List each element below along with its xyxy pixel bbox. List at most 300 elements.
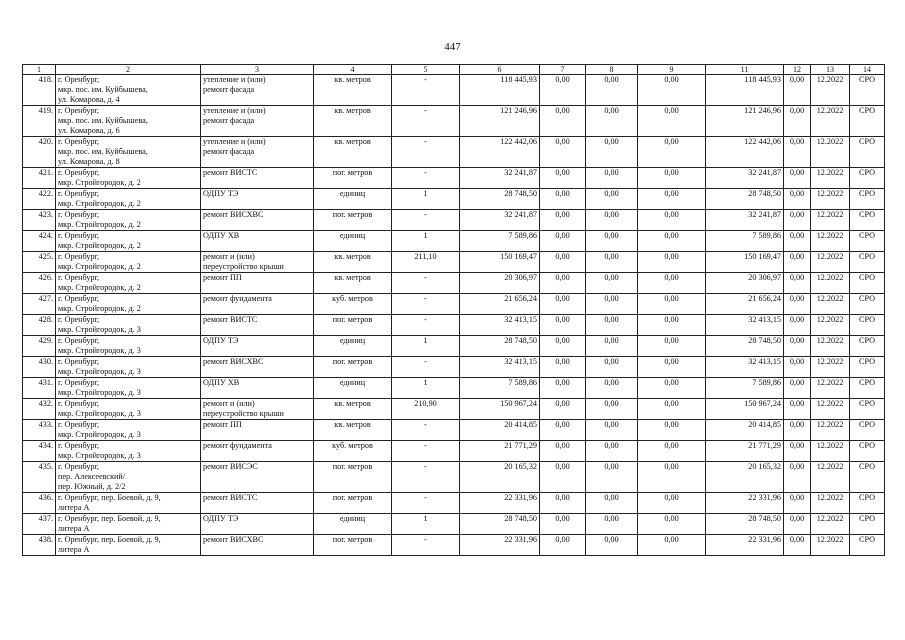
fund-federal-cell: 0,00 [540,336,586,357]
address-cell-line: мкр. Стройгородок, д. 3 [58,451,141,460]
address-cell [56,106,201,137]
work-type-cell [201,535,314,556]
work-type-cell-line: ремонт ВИСТС [203,168,258,177]
quantity-cell: 1 [392,378,460,399]
method-cell: СРО [850,357,885,378]
address-cell-line: мкр. Стройгородок, д. 3 [58,346,141,355]
table-row [23,315,885,336]
fund-owners-cell: 28 748,50 [706,514,784,535]
method-cell: СРО [850,420,885,441]
register-table [22,64,885,556]
row-number: 422. [23,189,56,210]
fund-local-cell: 0,00 [638,357,706,378]
fund-owners-cell: 121 246,96 [706,106,784,137]
fund-local-cell: 0,00 [638,294,706,315]
table-row [23,210,885,231]
table-row [23,378,885,399]
fund-regional-cell: 0,00 [586,231,638,252]
total-cost-cell: 28 748,50 [460,514,540,535]
fund-regional-cell: 0,00 [586,378,638,399]
row-number: 427. [23,294,56,315]
deadline-cell: 12.2022 [811,378,850,399]
table-body [23,75,885,556]
total-cost-cell: 32 413,15 [460,357,540,378]
row-number: 430. [23,357,56,378]
address-cell-line: г. Оренбург, [58,399,100,408]
unit-cell: единиц [314,514,392,535]
work-type-cell-line: ремонт фундамента [203,294,272,303]
work-type-cell [201,315,314,336]
address-cell-line: г. Оренбург, [58,168,100,177]
fund-owners-cell: 21 771,29 [706,441,784,462]
method-cell: СРО [850,106,885,137]
total-cost-cell: 7 589,86 [460,231,540,252]
method-cell: СРО [850,462,885,493]
fund-owners-cell: 20 414,85 [706,420,784,441]
address-cell-line: мкр. пос. им. Куйбышева, [58,85,148,94]
deadline-cell: 12.2022 [811,231,850,252]
deadline-cell: 12.2022 [811,273,850,294]
method-cell: СРО [850,75,885,106]
method-cell: СРО [850,315,885,336]
address-cell-line: ул. Комарова, д. 8 [58,157,120,166]
address-cell-line: мкр. Стройгородок, д. 3 [58,325,141,334]
quantity-cell: - [392,75,460,106]
quantity-cell: - [392,106,460,137]
address-cell-line: мкр. Стройгородок, д. 2 [58,241,141,250]
fund-federal-cell: 0,00 [540,231,586,252]
unit-cell: пог. метров [314,493,392,514]
fund-local-cell: 0,00 [638,137,706,168]
row-number: 436. [23,493,56,514]
fund-federal-cell: 0,00 [540,462,586,493]
work-type-cell [201,137,314,168]
column-header: 2 [56,65,201,75]
column-header: 13 [811,65,850,75]
row-number: 433. [23,420,56,441]
fund-owners-cell: 20 306,97 [706,273,784,294]
address-cell-line: литера А [58,524,90,533]
unit-cell: единиц [314,336,392,357]
fund-other-cell: 0,00 [784,493,811,514]
deadline-cell: 12.2022 [811,315,850,336]
fund-other-cell: 0,00 [784,535,811,556]
address-cell-line: г. Оренбург, пер. Боевой, д. 9, [58,493,161,502]
fund-local-cell: 0,00 [638,462,706,493]
row-number: 432. [23,399,56,420]
method-cell: СРО [850,399,885,420]
address-cell-line: г. Оренбург, [58,441,100,450]
fund-other-cell: 0,00 [784,514,811,535]
table-row [23,514,885,535]
fund-local-cell: 0,00 [638,315,706,336]
address-cell-line: мкр. Стройгородок, д. 2 [58,304,141,313]
fund-local-cell: 0,00 [638,75,706,106]
quantity-cell: - [392,273,460,294]
fund-local-cell: 0,00 [638,378,706,399]
total-cost-cell: 28 748,50 [460,336,540,357]
address-cell-line: г. Оренбург, [58,137,100,146]
fund-owners-cell: 118 445,93 [706,75,784,106]
address-cell-line: литера А [58,503,90,512]
row-number: 418. [23,75,56,106]
work-type-cell [201,420,314,441]
unit-cell: пог. метров [314,315,392,336]
unit-cell: пог. метров [314,535,392,556]
unit-cell: кв. метров [314,273,392,294]
fund-regional-cell: 0,00 [586,75,638,106]
method-cell: СРО [850,252,885,273]
address-cell-line: г. Оренбург, [58,252,100,261]
deadline-cell: 12.2022 [811,75,850,106]
address-cell-line: мкр. Стройгородок, д. 3 [58,388,141,397]
address-cell-line: г. Оренбург, [58,75,100,84]
row-number: 421. [23,168,56,189]
quantity-cell: 211,10 [392,252,460,273]
fund-regional-cell: 0,00 [586,462,638,493]
quantity-cell: - [392,168,460,189]
work-type-cell [201,462,314,493]
total-cost-cell: 28 748,50 [460,189,540,210]
total-cost-cell: 20 306,97 [460,273,540,294]
fund-federal-cell: 0,00 [540,315,586,336]
fund-other-cell: 0,00 [784,75,811,106]
address-cell-line: литера А [58,545,90,554]
unit-cell: кв. метров [314,75,392,106]
total-cost-cell: 150 169,47 [460,252,540,273]
address-cell [56,273,201,294]
work-type-cell-line: ремонт фасада [203,147,255,156]
fund-regional-cell: 0,00 [586,336,638,357]
address-cell-line: мкр. Стройгородок, д. 2 [58,220,141,229]
fund-regional-cell: 0,00 [586,210,638,231]
total-cost-cell: 32 241,87 [460,168,540,189]
unit-cell: пог. метров [314,168,392,189]
deadline-cell: 12.2022 [811,252,850,273]
method-cell: СРО [850,210,885,231]
work-type-cell [201,189,314,210]
column-header: 8 [586,65,638,75]
fund-federal-cell: 0,00 [540,420,586,441]
total-cost-cell: 21 656,24 [460,294,540,315]
fund-owners-cell: 32 241,87 [706,168,784,189]
work-type-cell [201,357,314,378]
work-type-cell-line: ремонт ВИСТС [203,315,258,324]
row-number: 435. [23,462,56,493]
address-cell-line: г. Оренбург, [58,378,100,387]
address-cell-line: пер. Южный, д. 2/2 [58,482,126,491]
address-cell [56,514,201,535]
fund-other-cell: 0,00 [784,168,811,189]
total-cost-cell: 7 589,86 [460,378,540,399]
fund-federal-cell: 0,00 [540,252,586,273]
row-number: 419. [23,106,56,137]
fund-local-cell: 0,00 [638,420,706,441]
fund-other-cell: 0,00 [784,273,811,294]
fund-local-cell: 0,00 [638,273,706,294]
address-cell-line: мкр. пос. им. Куйбышева, [58,116,148,125]
work-type-cell-line: ОДПУ ХВ [203,231,240,240]
address-cell-line: г. Оренбург, [58,106,100,115]
quantity-cell: - [392,420,460,441]
quantity-cell: 1 [392,189,460,210]
row-number: 434. [23,441,56,462]
method-cell: СРО [850,189,885,210]
fund-other-cell: 0,00 [784,231,811,252]
address-cell [56,294,201,315]
fund-other-cell: 0,00 [784,189,811,210]
work-type-cell-line: ремонт ВИСХВС [203,535,264,544]
fund-local-cell: 0,00 [638,441,706,462]
unit-cell: единиц [314,378,392,399]
fund-local-cell: 0,00 [638,210,706,231]
method-cell: СРО [850,336,885,357]
fund-regional-cell: 0,00 [586,315,638,336]
fund-local-cell: 0,00 [638,399,706,420]
quantity-cell: 210,90 [392,399,460,420]
address-cell-line: ул. Комарова, д. 4 [58,95,120,104]
address-cell-line: г. Оренбург, [58,336,100,345]
fund-federal-cell: 0,00 [540,168,586,189]
address-cell-line: мкр. Стройгородок, д. 3 [58,430,141,439]
fund-other-cell: 0,00 [784,441,811,462]
work-type-cell-line: переустройство крыши [203,262,284,271]
fund-local-cell: 0,00 [638,252,706,273]
address-cell [56,315,201,336]
address-cell-line: ул. Комарова, д. 6 [58,126,120,135]
table-row [23,399,885,420]
work-type-cell-line: ОДПУ ТЭ [203,336,239,345]
unit-cell: пог. метров [314,210,392,231]
quantity-cell: - [392,210,460,231]
work-type-cell-line: ремонт ВИСХВС [203,210,264,219]
deadline-cell: 12.2022 [811,462,850,493]
fund-owners-cell: 32 413,15 [706,315,784,336]
fund-other-cell: 0,00 [784,420,811,441]
fund-federal-cell: 0,00 [540,189,586,210]
table-row [23,75,885,106]
table-row [23,189,885,210]
work-type-cell [201,210,314,231]
work-type-cell-line: утепление и (или) [203,137,266,146]
work-type-cell-line: ремонт и (или) [203,399,255,408]
work-type-cell-line: ОДПУ ТЭ [203,514,239,523]
fund-local-cell: 0,00 [638,168,706,189]
fund-owners-cell: 20 165,32 [706,462,784,493]
address-cell-line: мкр. Стройгородок, д. 3 [58,409,141,418]
total-cost-cell: 22 331,96 [460,493,540,514]
deadline-cell: 12.2022 [811,535,850,556]
work-type-cell [201,336,314,357]
work-type-cell-line: ремонт ВИСЭС [203,462,258,471]
unit-cell: пог. метров [314,462,392,493]
fund-federal-cell: 0,00 [540,294,586,315]
fund-regional-cell: 0,00 [586,294,638,315]
address-cell-line: г. Оренбург, [58,462,100,471]
work-type-cell [201,399,314,420]
fund-owners-cell: 28 748,50 [706,189,784,210]
fund-other-cell: 0,00 [784,137,811,168]
fund-local-cell: 0,00 [638,336,706,357]
table-row [23,231,885,252]
row-number: 437. [23,514,56,535]
address-cell [56,336,201,357]
row-number: 426. [23,273,56,294]
table-row [23,357,885,378]
method-cell: СРО [850,493,885,514]
column-header: 12 [784,65,811,75]
fund-federal-cell: 0,00 [540,75,586,106]
method-cell: СРО [850,535,885,556]
fund-owners-cell: 150 967,24 [706,399,784,420]
method-cell: СРО [850,378,885,399]
table-row [23,441,885,462]
deadline-cell: 12.2022 [811,357,850,378]
fund-owners-cell: 7 589,86 [706,378,784,399]
deadline-cell: 12.2022 [811,294,850,315]
address-cell [56,399,201,420]
column-header: 6 [460,65,540,75]
quantity-cell: - [392,493,460,514]
address-cell-line: пер. Алексеевский/ [58,472,126,481]
address-cell [56,137,201,168]
row-number: 431. [23,378,56,399]
unit-cell: единиц [314,189,392,210]
fund-federal-cell: 0,00 [540,273,586,294]
work-type-cell-line: ремонт ПП [203,273,242,282]
fund-regional-cell: 0,00 [586,189,638,210]
total-cost-cell: 20 165,32 [460,462,540,493]
fund-regional-cell: 0,00 [586,399,638,420]
fund-other-cell: 0,00 [784,378,811,399]
address-cell [56,168,201,189]
deadline-cell: 12.2022 [811,189,850,210]
fund-other-cell: 0,00 [784,210,811,231]
method-cell: СРО [850,441,885,462]
work-type-cell [201,441,314,462]
column-header: 3 [201,65,314,75]
fund-regional-cell: 0,00 [586,514,638,535]
address-cell-line: мкр. Стройгородок, д. 2 [58,262,141,271]
table-row [23,535,885,556]
table-row [23,493,885,514]
deadline-cell: 12.2022 [811,210,850,231]
work-type-cell-line: ремонт фундамента [203,441,272,450]
work-type-cell [201,273,314,294]
fund-federal-cell: 0,00 [540,493,586,514]
address-cell [56,462,201,493]
address-cell-line: г. Оренбург, пер. Боевой, д. 9, [58,514,161,523]
work-type-cell [201,493,314,514]
fund-regional-cell: 0,00 [586,106,638,137]
work-type-cell [201,514,314,535]
deadline-cell: 12.2022 [811,137,850,168]
total-cost-cell: 122 442,06 [460,137,540,168]
row-number: 424. [23,231,56,252]
unit-cell: куб. метров [314,294,392,315]
work-type-cell-line: ремонт фасада [203,116,255,125]
address-cell [56,231,201,252]
table-row [23,252,885,273]
work-type-cell-line: ремонт ПП [203,420,242,429]
address-cell-line: г. Оренбург, [58,294,100,303]
address-cell-line: г. Оренбург, [58,210,100,219]
address-cell [56,75,201,106]
quantity-cell: 1 [392,231,460,252]
fund-regional-cell: 0,00 [586,273,638,294]
fund-other-cell: 0,00 [784,357,811,378]
work-type-cell [201,252,314,273]
unit-cell: кв. метров [314,137,392,168]
fund-other-cell: 0,00 [784,106,811,137]
table-row [23,137,885,168]
address-cell [56,210,201,231]
fund-regional-cell: 0,00 [586,137,638,168]
fund-regional-cell: 0,00 [586,357,638,378]
fund-regional-cell: 0,00 [586,441,638,462]
work-type-cell-line: ОДПУ ХВ [203,378,240,387]
total-cost-cell: 20 414,85 [460,420,540,441]
fund-owners-cell: 7 589,86 [706,231,784,252]
header-row [23,65,885,75]
fund-regional-cell: 0,00 [586,493,638,514]
row-number: 438. [23,535,56,556]
address-cell [56,420,201,441]
fund-regional-cell: 0,00 [586,168,638,189]
address-cell-line: мкр. пос. им. Куйбышева, [58,147,148,156]
fund-federal-cell: 0,00 [540,106,586,137]
row-number: 423. [23,210,56,231]
fund-federal-cell: 0,00 [540,441,586,462]
address-cell-line: г. Оренбург, [58,231,100,240]
column-header: 11 [706,65,784,75]
work-type-cell-line: утепление и (или) [203,75,266,84]
method-cell: СРО [850,137,885,168]
address-cell-line: г. Оренбург, [58,189,100,198]
total-cost-cell: 21 771,29 [460,441,540,462]
address-cell [56,189,201,210]
unit-cell: куб. метров [314,441,392,462]
fund-local-cell: 0,00 [638,189,706,210]
fund-regional-cell: 0,00 [586,420,638,441]
total-cost-cell: 22 331,96 [460,535,540,556]
work-type-cell-line: ОДПУ ТЭ [203,189,239,198]
address-cell [56,493,201,514]
table-row [23,462,885,493]
unit-cell: кв. метров [314,420,392,441]
work-type-cell-line: ремонт ВИСХВС [203,357,264,366]
unit-cell: единиц [314,231,392,252]
address-cell-line: г. Оренбург, [58,357,100,366]
fund-federal-cell: 0,00 [540,514,586,535]
quantity-cell: - [392,441,460,462]
unit-cell: кв. метров [314,399,392,420]
column-header: 5 [392,65,460,75]
work-type-cell-line: переустройство крыши [203,409,284,418]
address-cell [56,535,201,556]
quantity-cell: 1 [392,336,460,357]
quantity-cell: - [392,462,460,493]
deadline-cell: 12.2022 [811,106,850,137]
fund-owners-cell: 150 169,47 [706,252,784,273]
quantity-cell: - [392,137,460,168]
deadline-cell: 12.2022 [811,336,850,357]
deadline-cell: 12.2022 [811,420,850,441]
unit-cell: кв. метров [314,252,392,273]
address-cell [56,378,201,399]
fund-other-cell: 0,00 [784,252,811,273]
table-row [23,420,885,441]
